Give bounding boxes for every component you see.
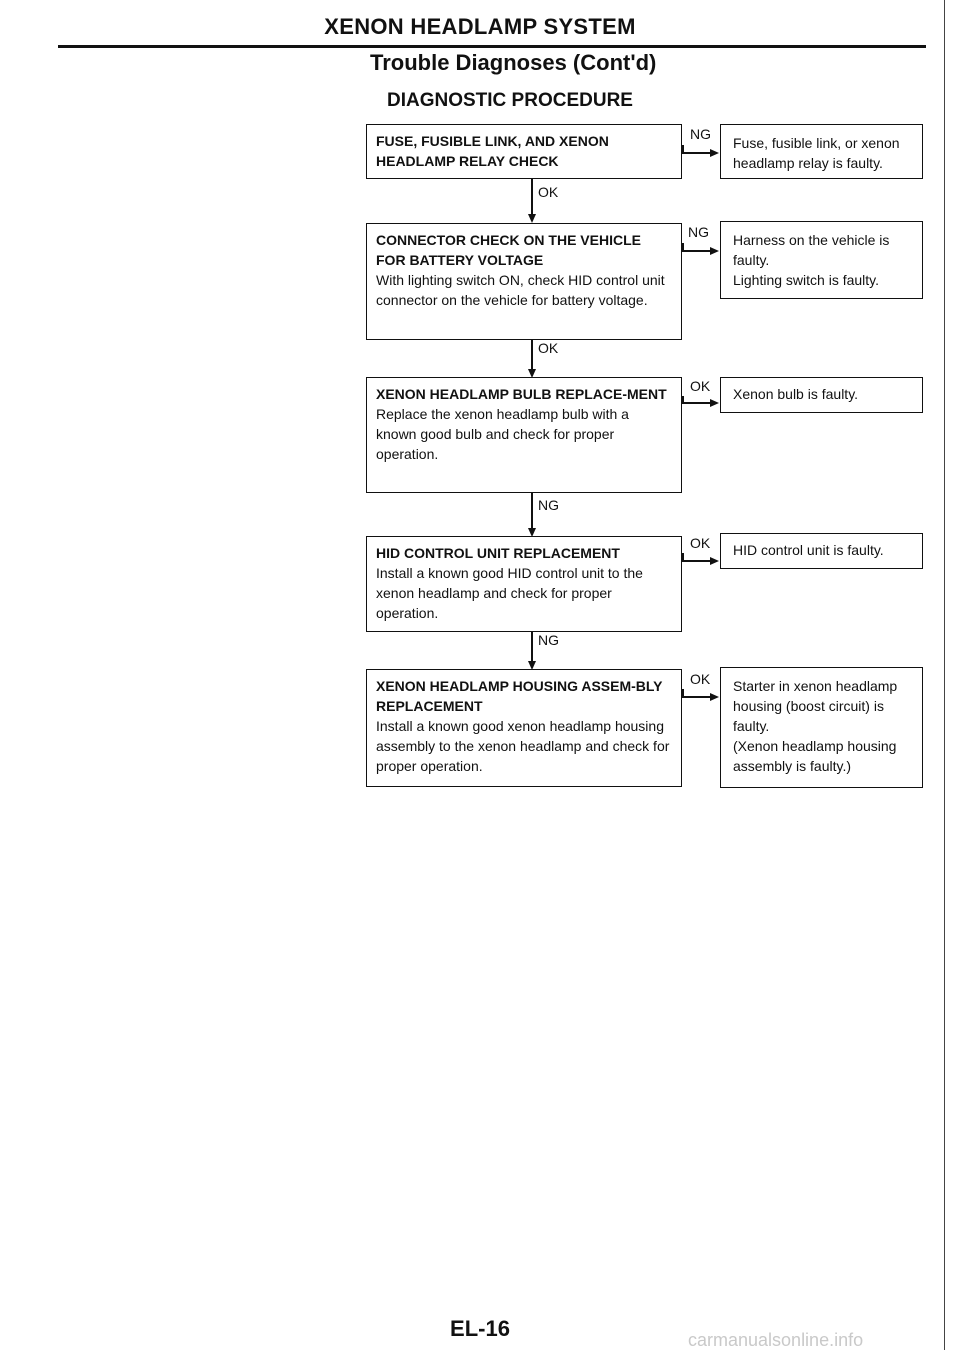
flow-label-ok: OK xyxy=(538,340,559,356)
flow-label-ok: OK xyxy=(690,671,711,687)
result-box-fuse-faulty: Fuse, fusible link, or xenon headlamp relay is faulty. xyxy=(720,124,923,179)
step-instructions: Install a known good xenon headlamp housing assembly to the xenon headlamp and check for proper operation. xyxy=(376,718,670,774)
step-title: HID CONTROL UNIT REPLACEMENT xyxy=(376,545,620,561)
flow-arrow-right xyxy=(710,247,719,255)
margin-line xyxy=(944,0,945,1350)
step-box-hid-replacement xyxy=(366,536,682,632)
flow-label-ng: NG xyxy=(538,632,559,648)
flow-arrow-right xyxy=(710,399,719,407)
step-box-housing-replacement xyxy=(366,669,682,787)
step-box-connector-check xyxy=(366,223,682,340)
step-box-bulb-replacement xyxy=(366,377,682,493)
result-box-hid-faulty: HID control unit is faulty. xyxy=(720,533,923,569)
connector-line xyxy=(682,560,711,562)
step-title: XENON HEADLAMP HOUSING ASSEM-BLY REPLACEMENT xyxy=(376,678,663,714)
procedure-title: DIAGNOSTIC PROCEDURE xyxy=(387,90,633,111)
connector-line xyxy=(531,493,533,531)
flow-label-ng: NG xyxy=(690,126,711,142)
flow-label-ok: OK xyxy=(690,535,711,551)
connector-line xyxy=(531,179,533,217)
header-divider xyxy=(58,45,926,48)
watermark-text: carmanualsonline.info xyxy=(688,1330,864,1350)
connector-line xyxy=(682,402,711,404)
step-instructions: With lighting switch ON, check HID control unit connector on the vehicle for battery voltage. xyxy=(376,272,665,308)
result-box-bulb-faulty: Xenon bulb is faulty. xyxy=(720,377,923,413)
flow-label-ok: OK xyxy=(690,378,711,394)
result-box-starter-faulty: Starter in xenon headlamp housing (boost circuit) is faulty. (Xenon headlamp housing assembly is faulty.) xyxy=(720,667,923,788)
document-header: XENON HEADLAMP SYSTEM xyxy=(324,14,636,39)
step-box-fuse-check xyxy=(366,124,682,179)
flow-arrow-right xyxy=(710,557,719,565)
step-instructions: Install a known good HID control unit to the xenon headlamp and check for proper operation. xyxy=(376,565,643,621)
flow-arrow-down xyxy=(528,214,536,223)
flow-label-ng: NG xyxy=(538,497,559,513)
step-instructions: Replace the xenon headlamp bulb with a known good bulb and check for proper operation. xyxy=(376,406,629,462)
connector-line xyxy=(682,696,711,698)
step-title: FUSE, FUSIBLE LINK, AND XENON HEADLAMP RELAY CHECK xyxy=(376,133,609,169)
section-title: Trouble Diagnoses (Cont'd) xyxy=(370,50,657,75)
flow-arrow-right xyxy=(710,693,719,701)
step-title: CONNECTOR CHECK ON THE VEHICLE FOR BATTERY VOLTAGE xyxy=(376,232,641,268)
flow-arrow-right xyxy=(710,149,719,157)
step-title: XENON HEADLAMP BULB REPLACE-MENT xyxy=(376,386,667,402)
flow-label-ng: NG xyxy=(688,224,709,240)
page-number: EL-16 xyxy=(450,1316,510,1341)
connector-line xyxy=(682,250,711,252)
result-box-harness-faulty: Harness on the vehicle is faulty. Lighting switch is faulty. xyxy=(720,221,923,299)
flow-label-ok: OK xyxy=(538,184,559,200)
connector-line xyxy=(682,152,711,154)
